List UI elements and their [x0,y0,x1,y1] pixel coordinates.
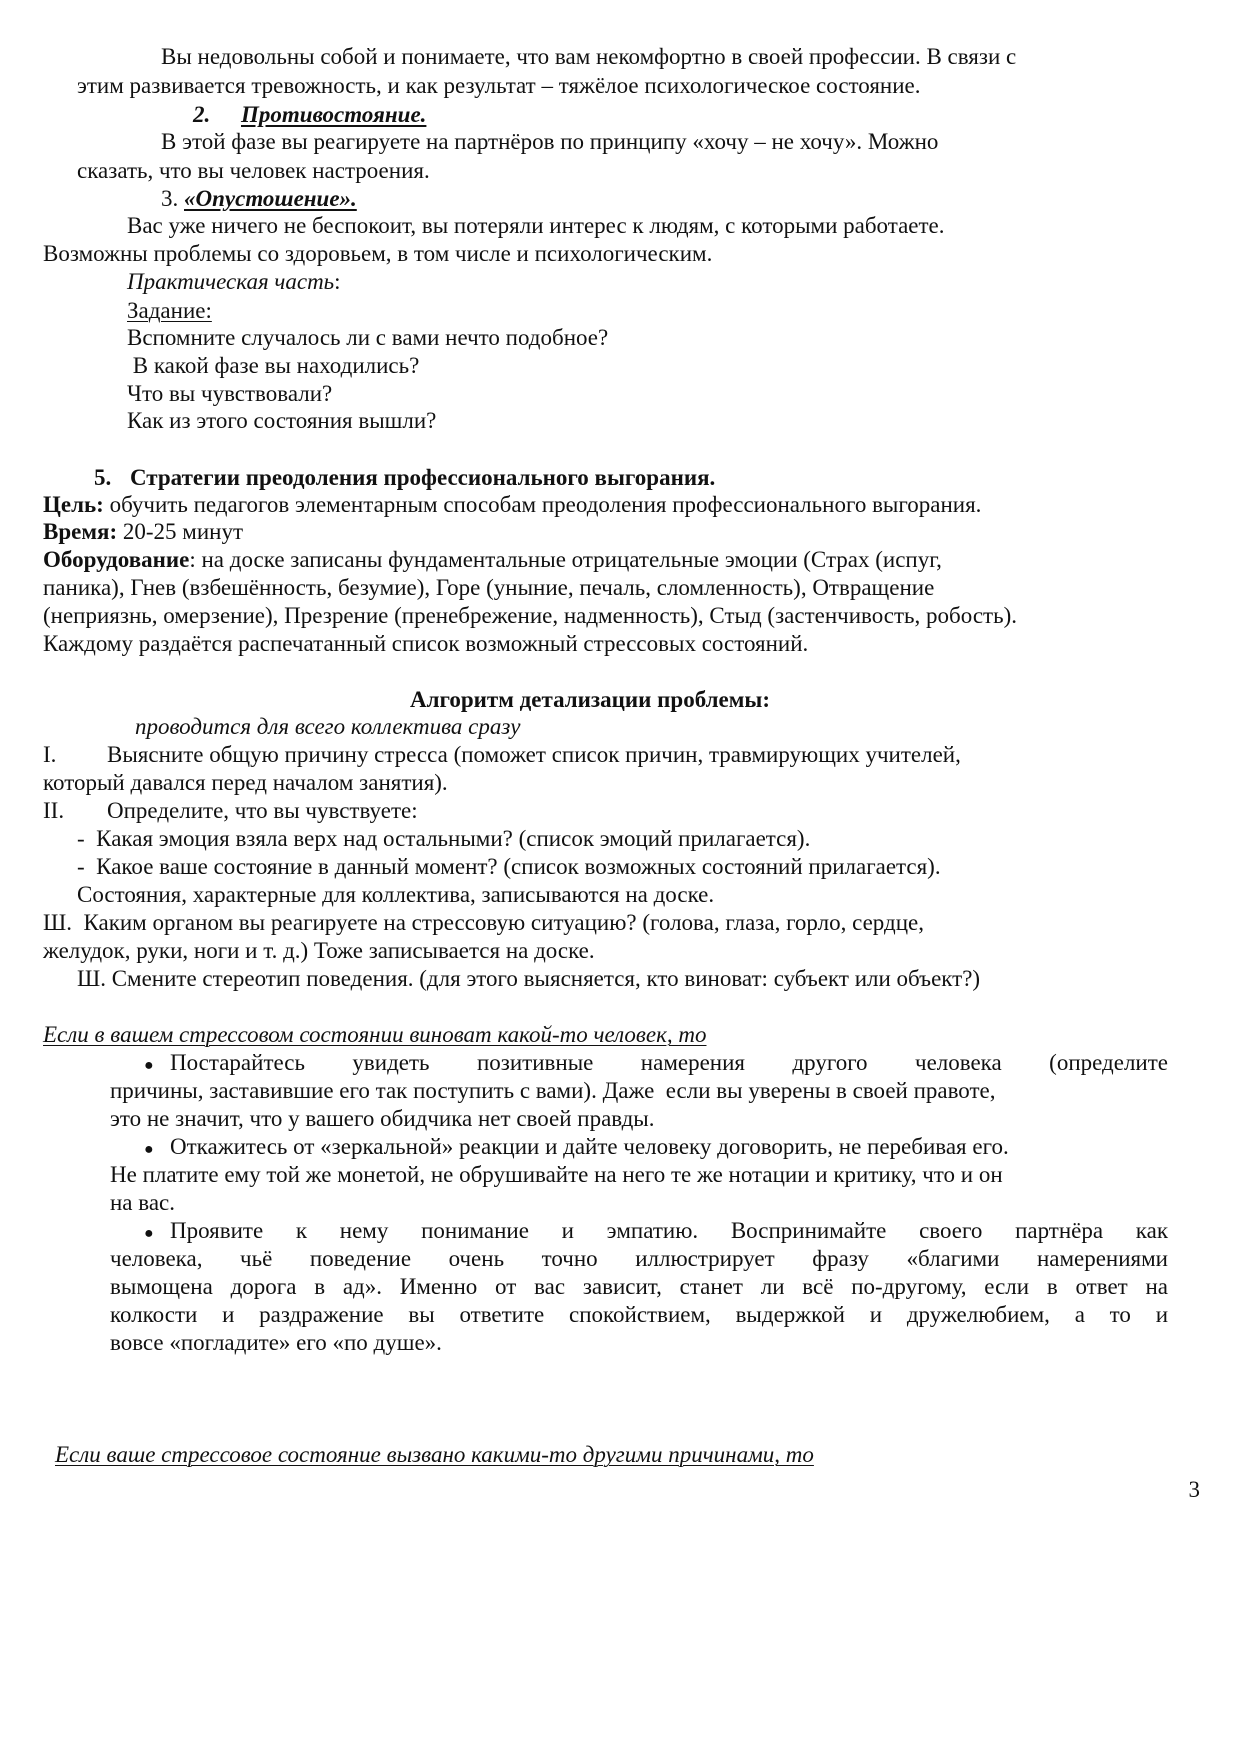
practice-question-1: Вспомните случалось ли с вами нечто подобное? [127,325,609,350]
algorithm-step-2: II. Определите, что вы чувствуете: [43,796,418,826]
algorithm-step-2-sub-2: - Какое ваше состояние в данный момент? (список возможных состояний прилагается). [77,854,941,879]
step-3-marker: Ш. [43,910,72,935]
section-5-title: Стратегии преодоления профессионального выгорания. [130,465,716,490]
person-case-bullet-3-line-3: вымощена дорога в ад». Именно от вас зависит, станет ли всё по-другому, если в ответ на [110,1274,1168,1299]
phase-3-line-2: Возможны проблемы со здоровьем, в том числе и психологическим. [43,241,713,266]
equipment-line-4: Каждому раздаётся распечатанный список возможный стрессовых состояний. [43,631,809,656]
phase-2-line-2: сказать, что вы человек настроения. [77,158,430,183]
person-case-bullet-2-line-2: Не платите ему той же монетой, не обрушивайте на него те же нотации и критику, что и он [110,1162,1003,1187]
person-case-bullet-3-line-4: колкости и раздражение вы ответите спокойствием, выдержкой и дружелюбием, а то и [110,1302,1168,1327]
goal-text: обучить педагогов элементарным способам преодоления профессионального выгорания. [103,492,982,517]
phase-2-heading [193,100,426,130]
algorithm-step-1-line-2: который давался перед началом занятия). [43,770,448,795]
person-case-bullet-1-line-2: причины, заставившие его так поступить с вами). Даже если вы уверены в своей правоте, [110,1078,996,1103]
person-case-bullet-3-line-2: человека, чьё поведение очень точно иллюстрирует фразу «благими намерениями [110,1246,1168,1271]
goal-line [43,490,981,520]
phase-3-title: «Опустошение». [184,186,357,211]
step-4-marker: Ш. [77,966,106,991]
equipment-label: Оборудование [43,547,190,572]
equipment-line-2: паника), Гнев (взбешённость, безумие), Горе (уныние, печаль, сломленность), Отвращение [43,575,935,600]
task-label: Задание: [127,298,212,323]
intro-line-2: этим развивается тревожность, и как результат – тяжёлое психологическое состояние. [77,73,921,98]
algorithm-title: Алгоритм детализации проблемы: [410,687,771,712]
equipment-line-1: Оборудование: на доске записаны фундаментальные отрицательные эмоции (Страх (испуг, [43,547,942,572]
phase-2-line-1: В этой фазе вы реагируете на партнёров по принципу «хочу – не хочу». Можно [161,129,939,154]
algorithm-step-3-line-2: желудок, руки, ноги и т. д.) Тоже записывается на доске. [43,938,595,963]
step-1-marker: I. [43,742,57,767]
time-line [43,517,243,547]
person-case-heading: Если в вашем стрессовом состоянии виноват какой-то человек, то [43,1022,707,1047]
other-case-heading: Если ваше стрессовое состояние вызвано какими-то другими причинами, то [55,1442,814,1467]
person-case-bullet-3-line-1: ● Проявите к нему понимание и эмпатию. Воспринимайте своего партнёра как [110,1216,1168,1249]
algorithm-step-4: Ш. Смените стереотип поведения. (для этого выясняется, кто виноват: субъект или объект?) [77,966,981,991]
person-case-bullet-1-line-3: это не значит, что у вашего обидчика нет своей правды. [110,1106,655,1131]
person-case-bullet-1-line-1: ● Постарайтесь увидеть позитивные намерения другого человека (определите [110,1048,1168,1081]
section-5-heading [94,463,715,493]
intro-line-1: Вы недовольны собой и понимаете, что вам некомфортно в своей профессии. В связи с [161,44,1017,69]
bullet-icon: ● [144,1141,154,1158]
step-2-marker: II. [43,798,65,823]
goal-label: Цель: [43,492,104,517]
person-case-bullet-3-line-5: вовсе «погладите» его «по душе». [110,1330,442,1355]
page-number: 3 [1188,1477,1200,1502]
phase-3-heading [161,184,357,214]
person-case-bullet-2-line-1: ● Откажитесь от «зеркальной» реакции и дайте человеку договорить, не перебивая его. [110,1132,1009,1165]
bullet-icon: ● [144,1225,154,1242]
equipment-line-3: (неприязнь, омерзение), Презрение (пренебрежение, надменность), Стыд (застенчивость, робость). [43,603,1017,628]
practice-question-4: Как из этого состояния вышли? [127,408,437,433]
bullet-icon: ● [144,1057,154,1074]
phase-3-number: 3. [161,186,179,211]
algorithm-step-1: I. Выясните общую причину стресса (поможет список причин, травмирующих учителей, [43,740,961,770]
practice-label: Практическая часть: [127,269,341,294]
time-label: Время: [43,519,118,544]
algorithm-step-3: Ш. Каким органом вы реагируете на стрессовую ситуацию? (голова, глаза, горло, сердце, [43,910,924,935]
phase-3-line-1: Вас уже ничего не беспокоит, вы потеряли интерес к людям, с которыми работаете. [127,213,945,238]
algorithm-step-2-note: Состояния, характерные для коллектива, записываются на доске. [77,882,715,907]
phase-2-title: Противостояние. [241,102,427,127]
phase-2-number: 2. [193,102,211,127]
algorithm-step-2-sub-1: - Какая эмоция взяла верх над остальными? (список эмоций прилагается). [77,826,811,851]
algorithm-subtitle: проводится для всего коллектива сразу [135,714,521,739]
practice-question-2: В какой фазе вы находились? [127,353,420,378]
time-text: 20-25 минут [117,519,244,544]
section-5-number: 5. [94,465,112,490]
person-case-bullet-2-line-3: на вас. [110,1190,175,1215]
practice-question-3: Что вы чувствовали? [127,381,333,406]
